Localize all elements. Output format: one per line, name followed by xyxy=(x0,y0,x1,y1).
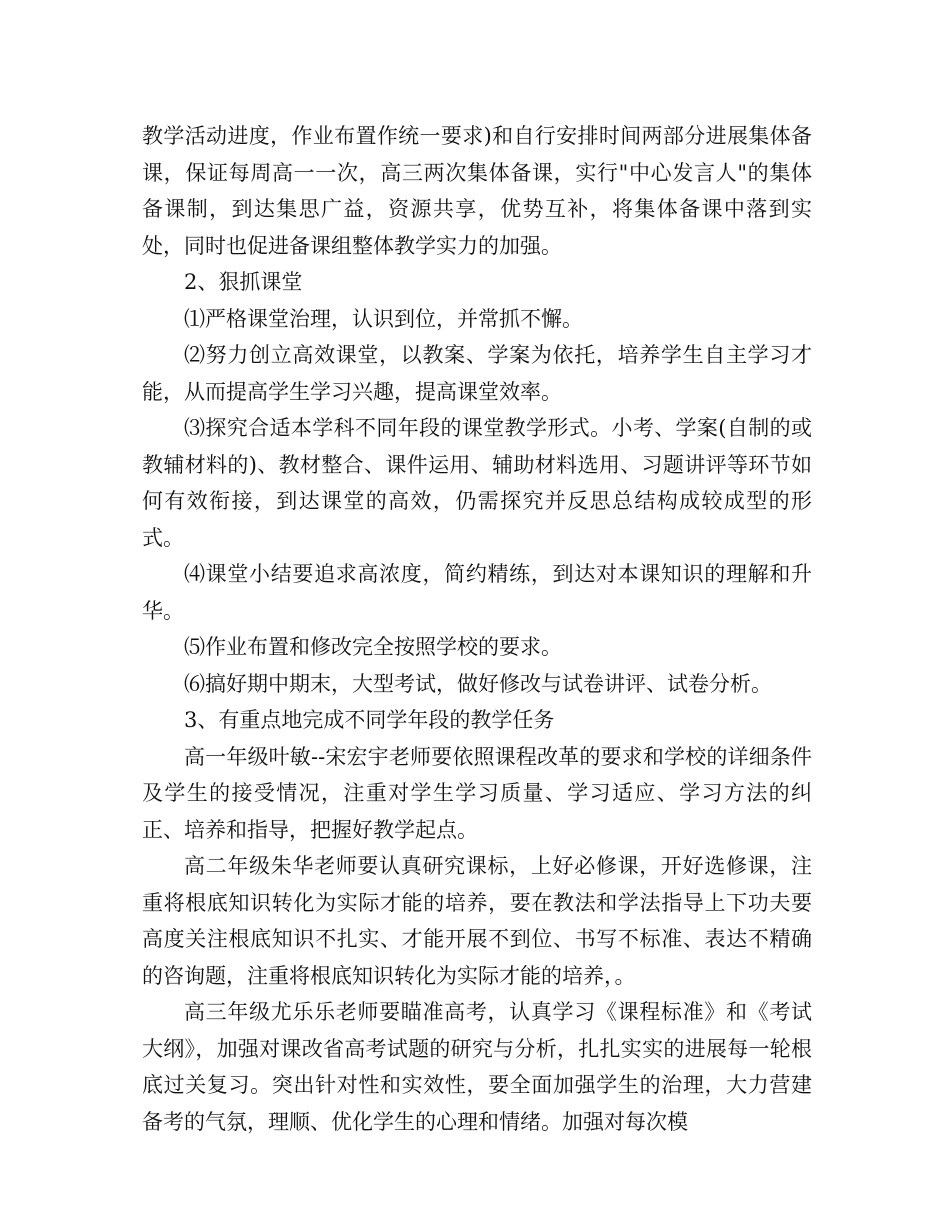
list-item-4: ⑷课堂小结要追求高浓度，简约精练，到达对本课知识的理解和升华。 xyxy=(142,562,812,623)
list-item-2: ⑵努力创立高效课堂，以教案、学案为依托，培养学生自主学习才能，从而提高学生学习兴趣，提高课堂效率。 xyxy=(142,343,812,404)
document-body xyxy=(142,118,812,1140)
paragraph-grade-three: 高三年级尤乐乐老师要瞄准高考，认真学习《课程标准》和《考试大纲》，加强对课改省高考试题的研究与分析，扎扎实实的进展每一轮根底过关复习。突出针对性和实效性，要全面加强学生的治理，大力营建备考的气氛，理顺、优化学生的心理和情绪。加强对每次模 xyxy=(142,1000,812,1134)
list-item-5: ⑸作业布置和修改完全按照学校的要求。 xyxy=(184,635,562,659)
section-heading-2: 2、狠抓课堂 xyxy=(184,270,303,294)
paragraph-continuation: 教学活动进度，作业布置作统一要求)和自行安排时间两部分进展集体备课，保证每周高一一次，高三两次集体备课，实行"中心发言人"的集体备课制，到达集思广益，资源共享，优势互补，将集体备课中落到实处，同时也促进备课组整体教学实力的加强。 xyxy=(142,124,812,258)
section-heading-3: 3、有重点地完成不同学年段的教学任务 xyxy=(184,708,555,732)
paragraph-grade-two: 高二年级朱华老师要认真研究课标，上好必修课，开好选修课，注重将根底知识转化为实际才能的培养，要在教法和学法指导上下功夫要高度关注根底知识不扎实、才能开展不到位、书写不标准、表达不精确的咨询题，注重将根底知识转化为实际才能的培养，。 xyxy=(142,854,812,988)
list-item-1: ⑴严格课堂治理，认识到位，并常抓不懈。 xyxy=(184,306,583,331)
list-item-3: ⑶探究合适本学科不同年段的课堂教学形式。小考、学案(自制的或教辅材料的)、教材整合、课件运用、辅助材料选用、习题讲评等环节如何有效衔接，到达课堂的高效，仍需探究并反思总结构成较成型的形式。 xyxy=(142,416,812,550)
list-item-6: ⑹搞好期中期末，大型考试，做好修改与试卷讲评、试卷分析。 xyxy=(184,671,772,696)
paragraph-grade-one: 高一年级叶敏--宋宏宇老师要依照课程改革的要求和学校的详细条件及学生的接受情况，注重对学生学习质量、学习适应、学习方法的纠正、培养和指导，把握好教学起点。 xyxy=(142,744,812,842)
